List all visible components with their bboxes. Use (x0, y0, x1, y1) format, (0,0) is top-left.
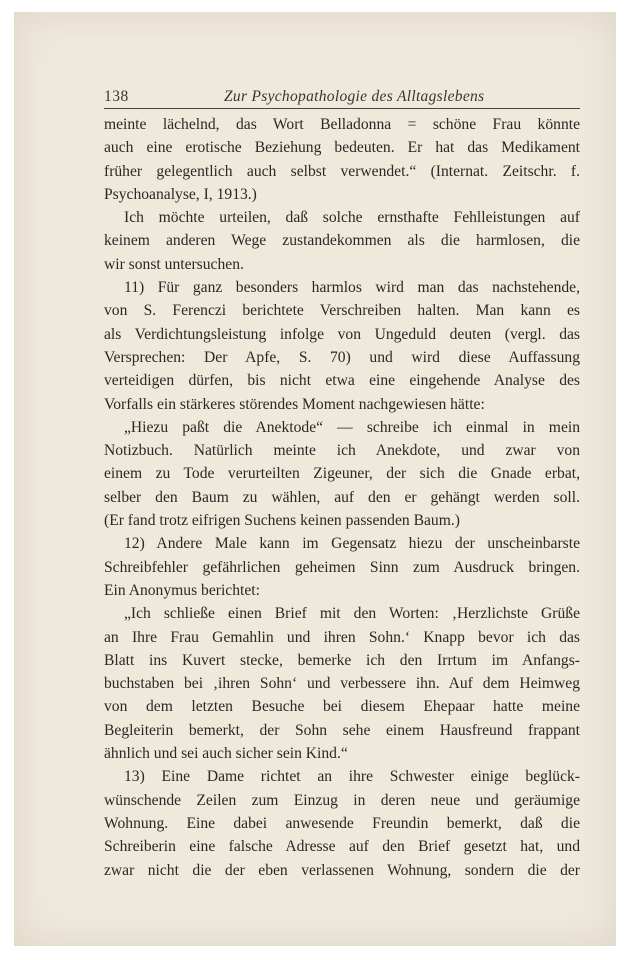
text-line: 13) Eine Dame richtet an ihre Schwester einige beglück- (124, 768, 580, 786)
page-number: 138 (104, 88, 129, 105)
text-line: wir sonst untersuchen. (104, 255, 244, 273)
text-line: Begleiterin bemerkt, der Sohn sehe einem Hausfreund frappant (104, 721, 580, 739)
text-line: an Ihre Frau Gemahlin und ihren Sohn.‘ Knapp bevor ich das (104, 628, 580, 646)
text-line: „Ich schließe einen Brief mit den Worten: ‚Herzlichste Grüße (124, 605, 580, 623)
page-header (104, 88, 582, 110)
text-line: Versprechen: Der Apfe, S. 70) und wird diese Auffassung (104, 348, 580, 366)
text-line: Psychoanalyse, I, 1913.) (104, 185, 257, 203)
text-line: meinte lächelnd, das Wort Belladonna = schöne Frau könnte (104, 116, 580, 133)
text-line: wünschende Zeilen zum Einzug in deren neue und geräumige (104, 791, 580, 809)
text-line: 11) Für ganz besonders harmlos wird man das nachstehende, (124, 279, 580, 297)
text-line: von dem letzten Besuche bei diesem Ehepaar hatte meine (104, 698, 580, 716)
text-line: (Er fand trotz eifrigen Suchens keinen passenden Baum.) (104, 512, 460, 530)
text-line: Notizbuch. Natürlich meinte ich Anekdote, und zwar von (104, 442, 580, 460)
text-line: von S. Ferenczi berichtete Verschreiben halten. Man kann es (104, 302, 580, 320)
text-line: Vorfalls ein stärkeres störendes Moment nachgewiesen hätte: (104, 395, 485, 413)
text-line: Schreibfehler gefährlichen geheimen Sinn zum Ausdruck bringen. (104, 558, 580, 576)
text-line: ähnlich und sei auch sicher sein Kind.“ (104, 745, 348, 763)
text-line: Ich möchte urteilen, daß solche ernsthafte Fehlleistungen auf (124, 209, 580, 227)
header-rule (104, 108, 580, 109)
body-text (104, 113, 580, 882)
text-line: Ein Anonymus berichtet: (104, 581, 260, 599)
text-line: früher gelegentlich auch selbst verwendet.“ (Internat. Zeitschr. f. (104, 162, 580, 180)
text-line: einem zu Tode verurteilten Zigeuner, der sich die Gnade erbat, (104, 465, 580, 483)
text-line: als Verdichtungsleistung infolge von Ungeduld deuten (vergl. das (104, 325, 580, 343)
text-line: keinem anderen Wege zustandekommen als die harmlosen, die (104, 232, 580, 250)
text-line: „Hiezu paßt die Anektode“ — schreibe ich einmal in mein (124, 418, 580, 436)
running-title: Zur Psychopathologie des Alltagslebens (224, 88, 485, 105)
text-line: Wohnung. Eine dabei anwesende Freundin bemerkt, daß die (104, 814, 580, 832)
text-line: verteidigen dürfen, bis nicht etwa eine eingehende Analyse des (104, 372, 580, 390)
text-line: buchstaben bei ‚ihren Sohn‘ und verbessere ihn. Auf dem Heimweg (104, 675, 580, 693)
text-line: 12) Andere Male kann im Gegensatz hiezu der unscheinbarste (124, 535, 580, 553)
text-line: zwar nicht die der eben verlassenen Wohnung, sondern die der (104, 861, 580, 879)
text-line: selber den Baum zu wählen, auf den er gehängt werden soll. (104, 488, 580, 506)
text-line: Schreiberin eine falsche Adresse auf den Brief gesetzt hat, und (104, 838, 580, 856)
text-line: Blatt ins Kuvert stecke, bemerke ich den Irrtum im Anfangs- (104, 651, 580, 669)
text-line: auch eine erotische Beziehung bedeuten. Er hat das Medikament (104, 139, 580, 157)
